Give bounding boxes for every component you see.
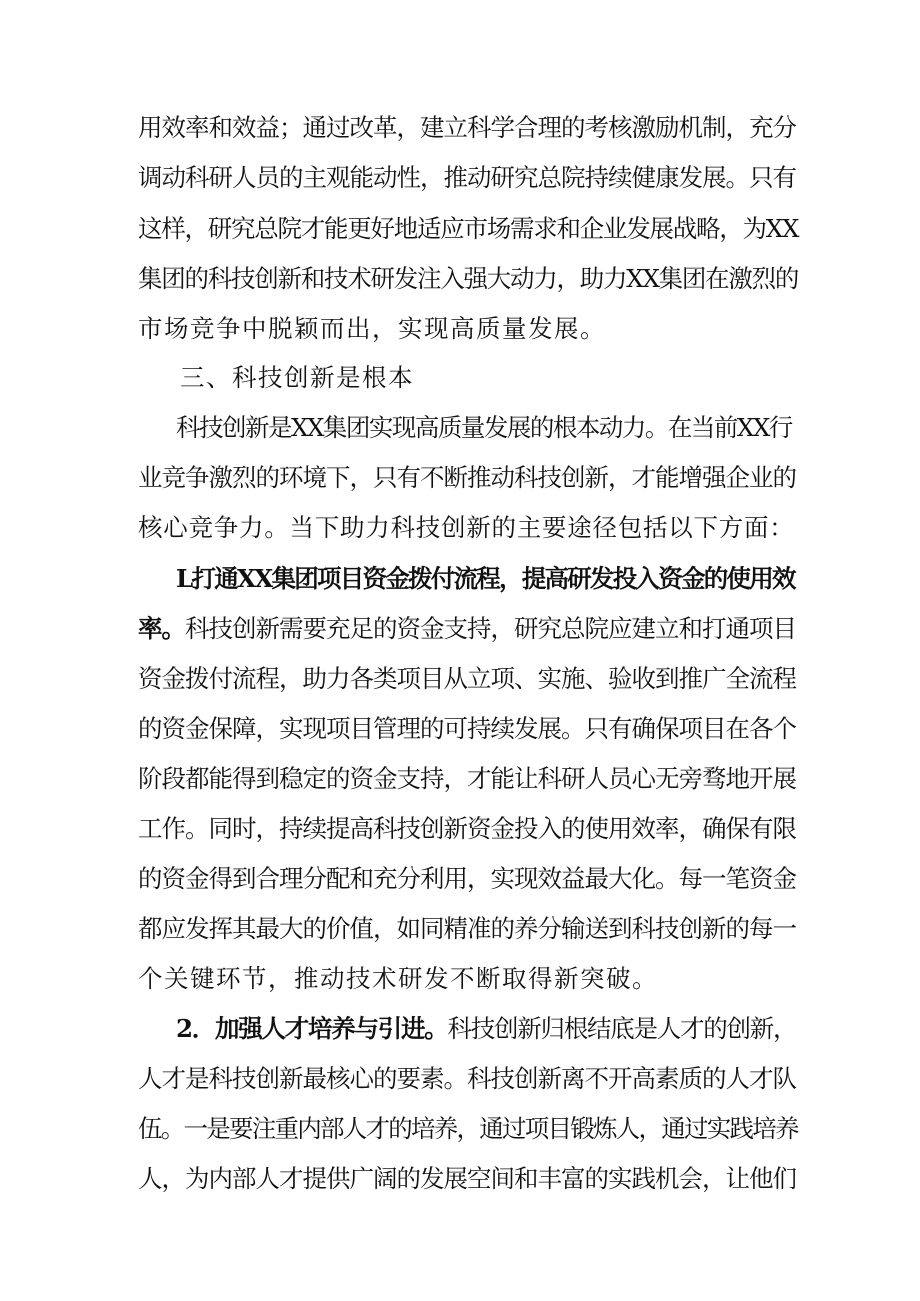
paragraph-2-line-3: 核心竞争力。当下助力科技创新的主要途径包括以下方面：: [138, 513, 795, 542]
item-2-line-1: [176, 1011, 798, 1047]
item-2-line-1-text: 科技创新归根结底是人才的创新，: [447, 1014, 797, 1043]
item-2-line-3: 伍。一是要注重内部人才的培养，通过项目锻炼人，通过实践培养: [138, 1114, 798, 1143]
item-2-title: 2．加强人才培养与引进。: [176, 1014, 448, 1043]
item-2-line-2: 人才是科技创新最核心的要素。科技创新离不开高素质的人才队: [138, 1064, 796, 1093]
paragraph-2-line-2: 业竞争激烈的环境下，只有不断推动科技创新，才能增强企业的: [138, 463, 796, 492]
paragraph-1-line-2: 调动科研人员的主观能动性，推动研究总院持续健康发展。只有: [138, 163, 796, 192]
section-heading: 三、科技创新是根本: [180, 363, 414, 392]
item-1-title-end: 率。: [138, 614, 185, 643]
paragraph-2-line-1: 科技创新是XX集团实现高质量发展的根本动力。在当前XX行: [176, 413, 792, 442]
item-1-line-2-text: 科技创新需要充足的资金支持，研究总院应建立和打通项目: [185, 614, 796, 643]
item-1-line-3: 资金拨付流程，助力各类项目从立项、实施、验收到推广全流程: [138, 664, 796, 693]
item-1-line-5: 阶段都能得到稳定的资金支持，才能让科研人员心无旁骛地开展: [138, 764, 796, 793]
item-1-line-6: 工作。同时，持续提高科技创新资金投入的使用效率，确保有限: [138, 814, 796, 843]
item-1-line-7: 的资金得到合理分配和充分利用，实现效益最大化。每一笔资金: [138, 864, 796, 893]
item-1-line-9: 个关键环节，推动技术研发不断取得新突破。: [138, 964, 658, 993]
item-1-line-2: [138, 611, 798, 647]
paragraph-1-line-5: 市场竞争中脱颖而出，实现高质量发展。: [138, 314, 606, 343]
paragraph-1-line-3: 这样，研究总院才能更好地适应市场需求和企业发展战略，为XX: [138, 214, 799, 243]
item-1-line-4: 的资金保障，实现项目管理的可持续发展。只有确保项目在各个: [138, 714, 796, 743]
paragraph-1-line-1: 用效率和效益；通过改革，建立科学合理的考核激励机制，充分: [138, 113, 796, 142]
item-1-title: L打通XX集团项目资金拨付流程，提高研发投入资金的使用效: [176, 564, 795, 593]
item-2-line-4: 人，为内部人才提供广阔的发展空间和丰富的实践机会，让他们: [138, 1164, 796, 1193]
item-1-line-8: 都应发挥其最大的价值，如同精准的养分输送到科技创新的每一: [138, 914, 796, 943]
paragraph-1-line-4: 集团的科技创新和技术研发注入强大动力，助力XX集团在激烈的: [138, 264, 799, 293]
